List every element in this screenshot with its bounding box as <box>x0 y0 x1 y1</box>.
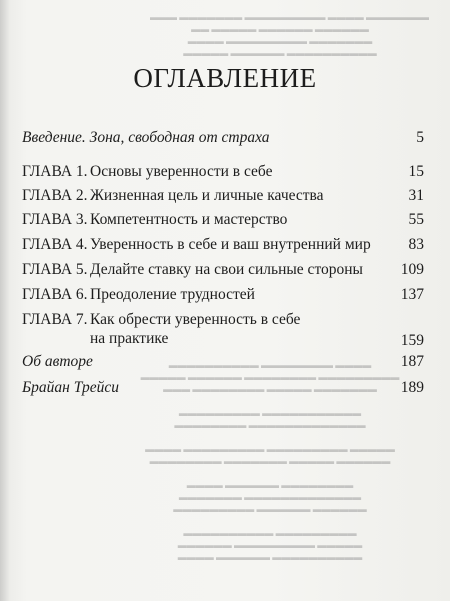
chapter-page: 31 <box>408 187 424 204</box>
chapter-page: 55 <box>408 211 424 228</box>
chapter-page: 159 <box>400 332 424 349</box>
chapter-page: 137 <box>400 286 424 303</box>
toc-entry-page: 187 <box>400 353 424 370</box>
toc-entry-label: Введение. Зона, свободная от страха <box>22 129 270 146</box>
bleed-through-middle: ▬▬▬▬▬▬▬▬▬▬ ▬▬▬▬▬▬▬▬ ▬▬▬▬ ▬▬▬▬▬ ▬▬▬▬▬▬ ▬▬▬▬▬▬▬▬ ▬▬▬▬▬▬▬▬▬ ▬▬▬ ▬▬▬▬▬▬▬▬ ▬▬▬▬▬ ▬▬▬▬▬▬▬ ▬▬▬▬▬▬▬▬▬ ▬▬▬▬▬▬▬▬▬▬▬ ▬▬▬▬▬▬▬▬ ▬▬▬▬▬▬▬▬▬▬▬▬▬ ▬▬▬▬ ▬▬▬▬▬▬▬▬▬ ▬▬▬▬▬▬▬▬▬ ▬▬▬▬▬ ▬▬▬▬▬▬▬▬ ▬▬▬▬▬▬▬ ▬▬▬▬▬ ▬▬▬▬▬▬ ▬▬▬▬ ▬▬▬▬▬▬ ▬▬▬▬▬▬▬▬ ▬▬▬▬▬▬▬ ▬▬▬▬▬▬▬▬▬▬▬▬▬ ▬▬▬▬▬▬▬▬▬ ▬▬▬▬▬▬ ▬▬▬▬▬▬ ▬▬▬▬▬▬▬▬▬▬ ▬▬▬▬▬▬▬▬▬ ▬▬▬▬▬▬ ▬▬▬▬▬▬▬▬▬ ▬▬▬▬▬ ▬▬▬▬ ▬▬▬▬▬▬ ▬▬▬▬▬▬▬▬▬▬ <box>140 360 400 562</box>
chapter-title: Как обрести уверенность в себе <box>90 311 301 328</box>
toc-entry-page: 189 <box>400 379 424 396</box>
chapter-page: 109 <box>400 261 424 278</box>
toc-entry-label: Брайан Трейси <box>22 379 119 396</box>
chapter-number: ГЛАВА 4. <box>22 236 88 253</box>
chapter-number: ГЛАВА 3. <box>22 211 88 228</box>
toc-heading: ОГЛАВЛЕНИЕ <box>133 63 317 93</box>
chapter-number: ГЛАВА 5. <box>22 261 88 278</box>
chapter-page: 83 <box>408 236 424 253</box>
chapter-title: Делайте ставку на свои сильные стороны <box>90 261 363 278</box>
chapter-title: Компетентность и мастерство <box>90 211 288 228</box>
bleed-through-top: ▬▬▬ ▬▬▬▬▬▬▬ ▬▬▬▬▬▬▬▬▬ ▬▬▬▬ ▬▬▬▬▬▬▬ ▬▬ ▬▬▬▬▬ ▬▬▬▬▬▬ ▬▬▬▬▬▬ ▬▬▬▬ ▬▬▬▬▬▬▬▬▬ ▬▬▬▬▬▬▬ ▬▬▬▬▬ ▬▬▬▬▬▬ ▬▬▬▬▬▬▬▬▬▬ <box>150 12 429 58</box>
chapter-title: Уверенность в себе и ваш внутренний мир <box>90 236 371 253</box>
toc-entry-label: Об авторе <box>22 353 93 370</box>
chapter-number: ГЛАВА 6. <box>22 286 88 303</box>
toc-entry-chapter-7[interactable] <box>22 310 424 352</box>
toc-entry-page: 5 <box>416 129 424 146</box>
chapter-page: 15 <box>408 163 424 180</box>
chapter-number: ГЛАВА 1. <box>22 163 88 180</box>
chapter-title: Основы уверенности в себе <box>90 163 273 180</box>
chapter-title-line-2: на практике <box>90 330 169 347</box>
chapter-number: ГЛАВА 7. <box>22 311 88 328</box>
chapter-title: Жизненная цель и личные качества <box>90 187 324 204</box>
chapter-title: Преодоление трудностей <box>90 286 255 303</box>
chapter-number: ГЛАВА 2. <box>22 187 88 204</box>
